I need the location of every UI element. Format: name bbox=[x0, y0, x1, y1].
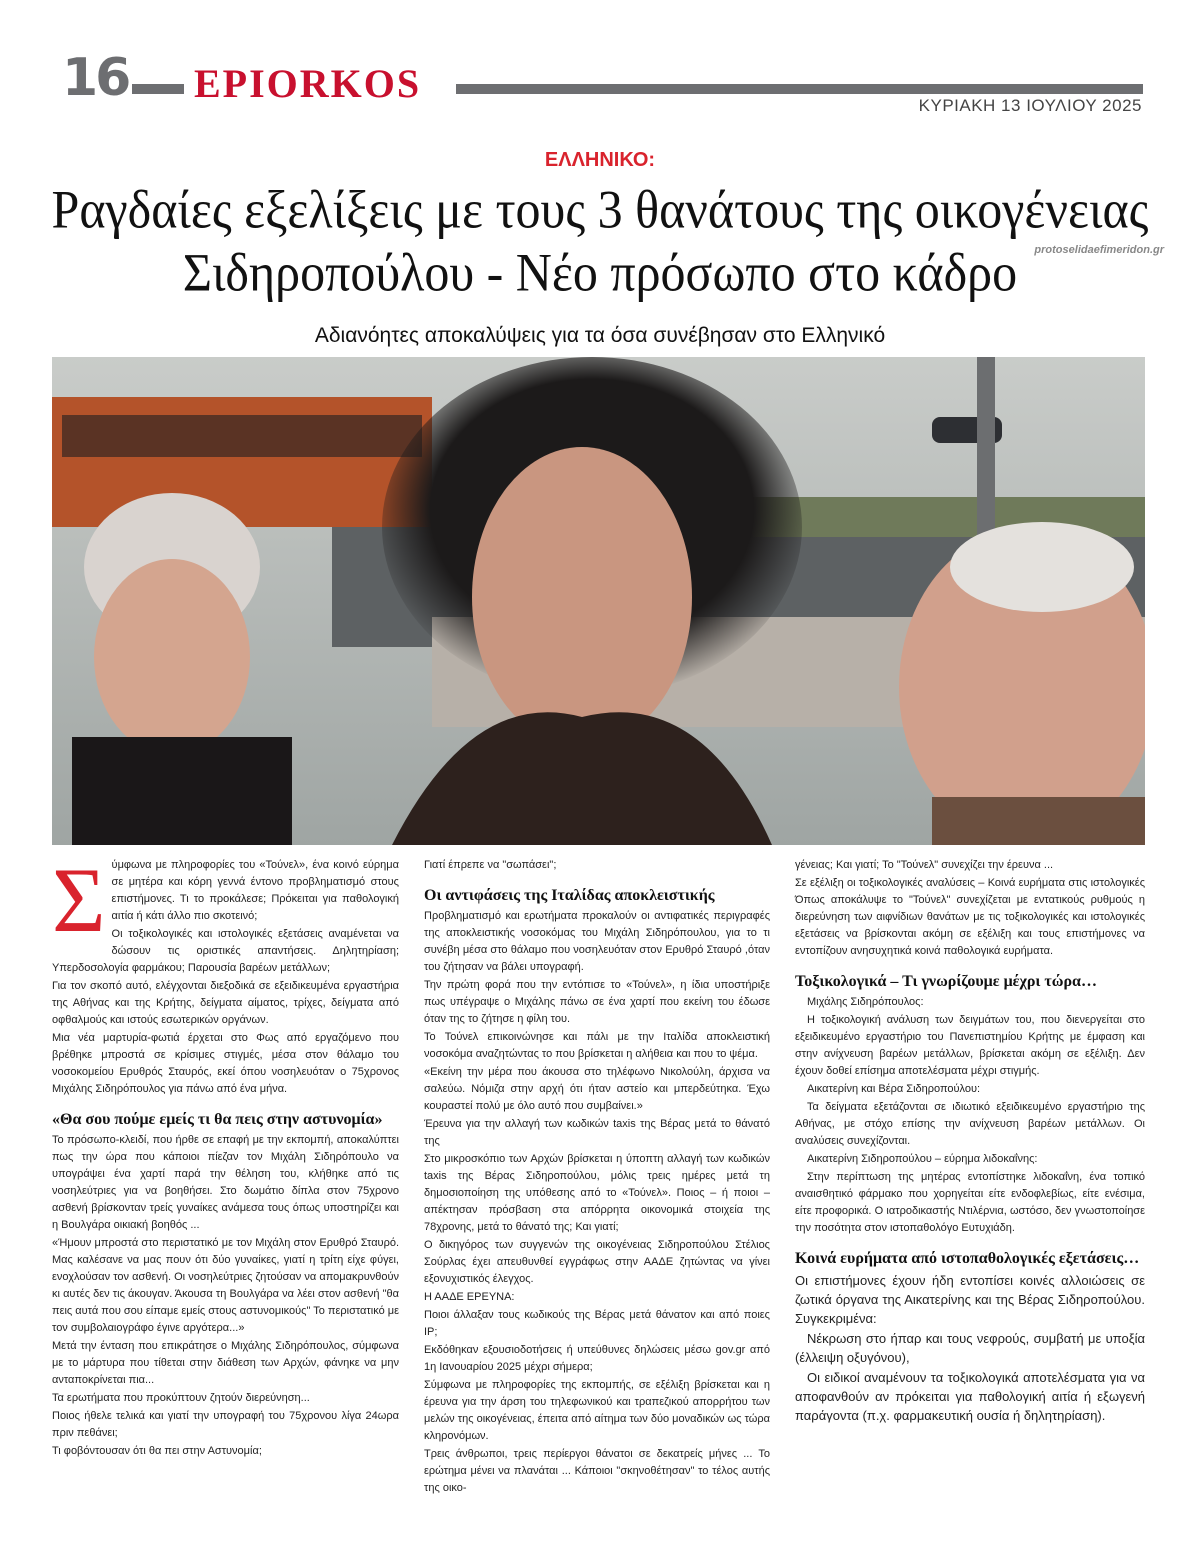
masthead-rule-right bbox=[456, 84, 1143, 94]
paragraph: Ποιος ήθελε τελικά και γιατί την υπογραφή του 75χρονου λίγα 24ωρα πριν πεθάνει; bbox=[52, 1410, 399, 1439]
paragraph: «Εκείνη την μέρα που άκουσα στο τηλέφωνο Νικολούλη, άρχισα να σαλεύω. Νόμιζα στην αρχή ότι ήταν αστείο και μπερδεύτηκα. Έχω κουραστεί πολύ με όλο αυτό που συμβαίνει.» bbox=[424, 1066, 770, 1112]
paragraph: Στην περίπτωση της μητέρας εντοπίστηκε λιδοκαΐνη, ένα τοπικό αναισθητικό φάρμακο που χορηγείται είτε ενδοφλεβίως, είτε ενέσιμα, είτε προφορικά. Ο ιατροδικαστής Ντιλέρνια, ωστόσο, δεν γνωστοποίησε την ποσότητα στον ιστοπαθολόγο Ευτυχιάδη. bbox=[795, 1171, 1145, 1234]
paragraph: ύμφωνα με πληροφορίες του «Τούνελ», ένα κοινό εύρημα σε μητέρα και κόρη γεννά έντονο προβληματισμό στους επιστήμονες. Τι το προκάλεσε; Πρόκειται για παθολογική αιτία ή κάτι άλλο πιο σκοτεινό; bbox=[111, 859, 399, 922]
article-kicker: ΕΛΛΗΝΙΚΟ: bbox=[544, 149, 656, 171]
paragraph: Αικατερίνη και Βέρα Σιδηροπούλου: bbox=[807, 1083, 981, 1095]
paragraph: Νέκρωση στο ήπαρ και τους νεφρούς, συμβατή με υποξία (έλλειψη οξυγόνου), bbox=[795, 1331, 1145, 1365]
paragraph: Το πρόσωπο-κλειδί, που ήρθε σε επαφή με την εκπομπή, αποκαλύπτει πως την ώρα που κάποιοι πίεζαν τον Μιχάλη Σιδηρόπουλο να υπογράψει ένα χαρτί παρά την θέληση του, κλήθηκε από τις νοσηλεύτριες για να βοηθήσει. Στο δωμάτιο δίπλα στον 75χρονο ασθενή βρίσκονταν τρείς γυναίκες ανάμεσα τους όπως υποστηρίζει και η Βουλγάρα οικιακή βοηθός ... bbox=[52, 1134, 399, 1231]
section-heading: «Θα σου πούμε εμείς τι θα πεις στην αστυνομία» bbox=[52, 1111, 383, 1128]
article-headline bbox=[40, 178, 1160, 303]
paragraph: Ποιοι άλλαξαν τους κωδικούς της Βέρας μετά θάνατον και από ποιες IP; bbox=[424, 1309, 770, 1338]
article-column-2 bbox=[424, 857, 770, 1498]
masthead-logo: EPIORKOS bbox=[194, 61, 422, 106]
page-number: 16 bbox=[62, 48, 129, 108]
paragraph: Μετά την ένταση που επικράτησε ο Μιχάλης Σιδηρόπουλος, σύμφωνα με το μάρτυρα που τίθεται στην διάθεση των Αρχών, φάνηκε να μην ανταποκρίνεται πια... bbox=[52, 1340, 399, 1386]
paragraph: Στο μικροσκόπιο των Αρχών βρίσκεται η ύποπτη αλλαγή των κωδικών taxis της Βέρας Σιδηροπούλου, μόλις τρεις ημέρες μετά τη δημοσιοποίηση της υπόθεσης από το «Τούνελ». Ποιος – ή ποιοι – απέκτησαν πρόσβαση στα απόρρητα οικονομικά στοιχεία της 78χρονης, μετά το θάνατό της; Και γιατί; bbox=[424, 1153, 770, 1233]
paragraph: Προβληματισμό και ερωτήματα προκαλούν οι αντιφατικές περιγραφές της αποκλειστικής νοσοκόμας του Μιχάλη Σιδηρόπουλου, για το τι συνέβη μέσα στο θάλαμο που νοσηλευόταν στον Ερυθρό Σταυρό ,όταν του ζήτησαν να βάλει υπογραφή. bbox=[424, 910, 770, 973]
paragraph: Οι επιστήμονες έχουν ήδη εντοπίσει κοινές αλλοιώσεις σε ζωτικά όργανα της Αικατερίνης και της Βέρας Σιδηροπούλου. Συγκεκριμένα: bbox=[795, 1273, 1145, 1326]
article-column-1 bbox=[52, 849, 399, 1461]
paragraph: Την πρώτη φορά που την εντόπισε το «Τούνελ», η ίδια υποστήριξε πως υπέγραψε ο Μιχάλης πάνω σε ένα χαρτί που εκείνη του έδωσε όταν της το ζήτησε η φίλη του. bbox=[424, 979, 770, 1025]
site-watermark: protoselidaefimeridon.gr bbox=[1034, 244, 1164, 256]
headline-line-2: Σιδηροπούλου - Νέο πρόσωπο στο κάδρο bbox=[182, 241, 1018, 303]
paragraph: Σε εξέλιξη οι τοξικολογικές αναλύσεις – Κοινά ευρήματα στις ιστολογικές Όπως αποκάλυψε το "Τούνελ" συνεχίζεται με εντατικούς ρυθμούς η διερεύνηση των αιφνίδιων θανάτων με τις τοξικολογικές και ιστολογικές εξετάσεις να βρίσκονται ακόμη σε εξέλιξη και τους επιστήμονες να εντοπίζουν ανησυχητικά κοινά παθολογικά ευρήματα. bbox=[795, 877, 1145, 957]
paragraph: Η τοξικολογική ανάλυση των δειγμάτων του, που διενεργείται στο εξειδικευμένο εργαστήριο του Πανεπιστημίου Κρήτης με έμφαση και στην ανίχνευση βαρέων μετάλλων, βρίσκεται ακόμη σε εξέλιξη. Δεν έχουν δοθεί επίσημα αποτελέσματα μέχρι στιγμής. bbox=[795, 1014, 1145, 1077]
paragraph: Τα δείγματα εξετάζονται σε ιδιωτικό εξειδικευμένο εργαστήριο της Αθήνας, με στόχο επίσης την ανίχνευση βαρέων μετάλλων. Οι αναλύσεις συνεχίζονται. bbox=[795, 1101, 1145, 1147]
paragraph: Τα ερωτήματα που προκύπτουν ζητούν διερεύνηση... bbox=[52, 1392, 310, 1404]
paragraph: Τι φοβόντουσαν ότι θα πει στην Αστυνομία; bbox=[52, 1445, 262, 1457]
paragraph: Σύμφωνα με πληροφορίες της εκπομπής, σε εξέλιξη βρίσκεται και η έρευνα για την άρση του τηλεφωνικού και τραπεζικού απορρήτου των μελών της οικογένειας, έπειτα από αίτημα των δύο μοναδικών ως τώρα κληρονόμων. bbox=[424, 1379, 770, 1442]
section-heading: Οι αντιφάσεις της Ιταλίδας αποκλειστικής bbox=[424, 887, 715, 904]
paragraph: Τρεις άνθρωποι, τρεις περίεργοι θάνατοι σε δεκατρείς μήνες ... Το ερώτημα μένει να πλανάται ... Κάποιοι "σκηνοθέτησαν" το τέλος αυτής της οικο- bbox=[424, 1448, 770, 1494]
paragraph: Μιχάλης Σιδηρόπουλος: bbox=[807, 996, 924, 1008]
issue-date: ΚΥΡΙΑΚΗ 13 ΙΟΥΛΙΟΥ 2025 bbox=[918, 96, 1142, 115]
masthead-rule-left bbox=[132, 84, 184, 94]
tram-windows bbox=[62, 415, 422, 457]
paragraph: Αικατερίνη Σιδηροπούλου – εύρημα λιδοκαΐνης: bbox=[807, 1153, 1038, 1165]
paragraph: Έρευνα για την αλλαγή των κωδικών taxis της Βέρας μετά το θάνατό της bbox=[424, 1118, 770, 1147]
paragraph: «Ήμουν μπροστά στο περιστατικό με τον Μιχάλη στον Ερυθρό Σταυρό. Μας καλέσανε να μας πουν ότι δύο γυναίκες, γιατί η τρίτη είχε φύγει, ενοχλούσαν τον ασθενή. Οι νοσηλεύτριες ζητούσαν να απομακρυνθούν κι αυτές δεν τις άκουγαν. Άκουσα τη Βουλγάρα να λέει στον ασθενή "θα πεις αυτά που σου είπαμε εμείς στους αστυνομικούς" Το περιστατικό με τον συμβολαιογράφο έγινε αργότερα...» bbox=[52, 1237, 399, 1334]
section-heading: Τοξικολογικά – Τι γνωρίζουμε μέχρι τώρα… bbox=[795, 973, 1097, 990]
paragraph: Γιατί έπρεπε να "σωπάσει"; bbox=[424, 859, 557, 871]
paragraph: Εκδόθηκαν εξουσιοδοτήσεις ή υπεύθυνες δηλώσεις μέσω gov.gr από 1η Ιανουαρίου 2025 μέχρι σήμερα; bbox=[424, 1344, 770, 1373]
headline-line-1: Ραγδαίες εξελίξεις με τους 3 θανάτους της οικογένειας bbox=[51, 179, 1149, 240]
paragraph: Οι ειδικοί αναμένουν τα τοξικολογικά αποτελέσματα για να αποφανθούν αν πρόκειται για παθολογική αιτία ή εξωγενή παράγοντα (π.χ. φαρμακευτική ουσία ή δηλητηρίαση). bbox=[795, 1370, 1145, 1423]
paragraph: Η ΑΑΔΕ ΕΡΕΥΝΑ: bbox=[424, 1291, 515, 1303]
paragraph: Οι τοξικολογικές και ιστολογικές εξετάσεις αναμένεται να δώσουν τις οριστικές απαντήσεις. Δηλητηρίαση; Υπερδοσολογία φαρμάκου; Παρουσία βαρέων μετάλλων; bbox=[52, 928, 399, 974]
article-subhead: Αδιανόητες αποκαλύψεις για τα όσα συνέβησαν στο Ελληνικό bbox=[314, 324, 886, 347]
paragraph: Μια νέα μαρτυρία-φωτιά έρχεται στο Φως από εργαζόμενο που βρέθηκε μπροστά σε κρίσιμες στιγμές, μέσα στον θάλαμο του νοσοκομείου Ερυθρός Σταυρός, εκεί όπου νοσηλευόταν ο 75χρονος Μιχάλης Σιδηρόπουλος για πάνω από ένα μήνα. bbox=[52, 1032, 399, 1095]
paragraph: Το Τούνελ επικοινώνησε και πάλι με την Ιταλίδα αποκλειστική νοσοκόμα αναζητώντας το που βρίσκεται η αλήθεια και που το ψέμα. bbox=[424, 1031, 770, 1060]
drop-cap: Σ bbox=[52, 849, 106, 951]
lead-photo-collage bbox=[52, 357, 1145, 845]
paragraph: Για τον σκοπό αυτό, ελέγχονται διεξοδικά σε εξειδικευμένα εργαστήρια της Αθήνας και της Κρήτης, δείγματα αίματος, τρίχες, δείγματα από οφθαλμούς και ιστούς εσωτερικών οργάνων. bbox=[52, 980, 399, 1026]
paragraph: Ο δικηγόρος των συγγενών της οικογένειας Σιδηροπούλου Στέλιος Σούρλας έχει απευθυνθεί εγγράφως στην ΑΑΔΕ ζητώντας να γίνει εξονυχιστικός έλεγχος. bbox=[424, 1239, 770, 1285]
paragraph: γένειας; Και γιατί; Το "Τούνελ" συνεχίζει την έρευνα ... bbox=[795, 859, 1054, 871]
section-heading: Κοινά ευρήματα από ιστοπαθολογικές εξετάσεις… bbox=[795, 1250, 1140, 1267]
article-column-3 bbox=[795, 857, 1145, 1426]
